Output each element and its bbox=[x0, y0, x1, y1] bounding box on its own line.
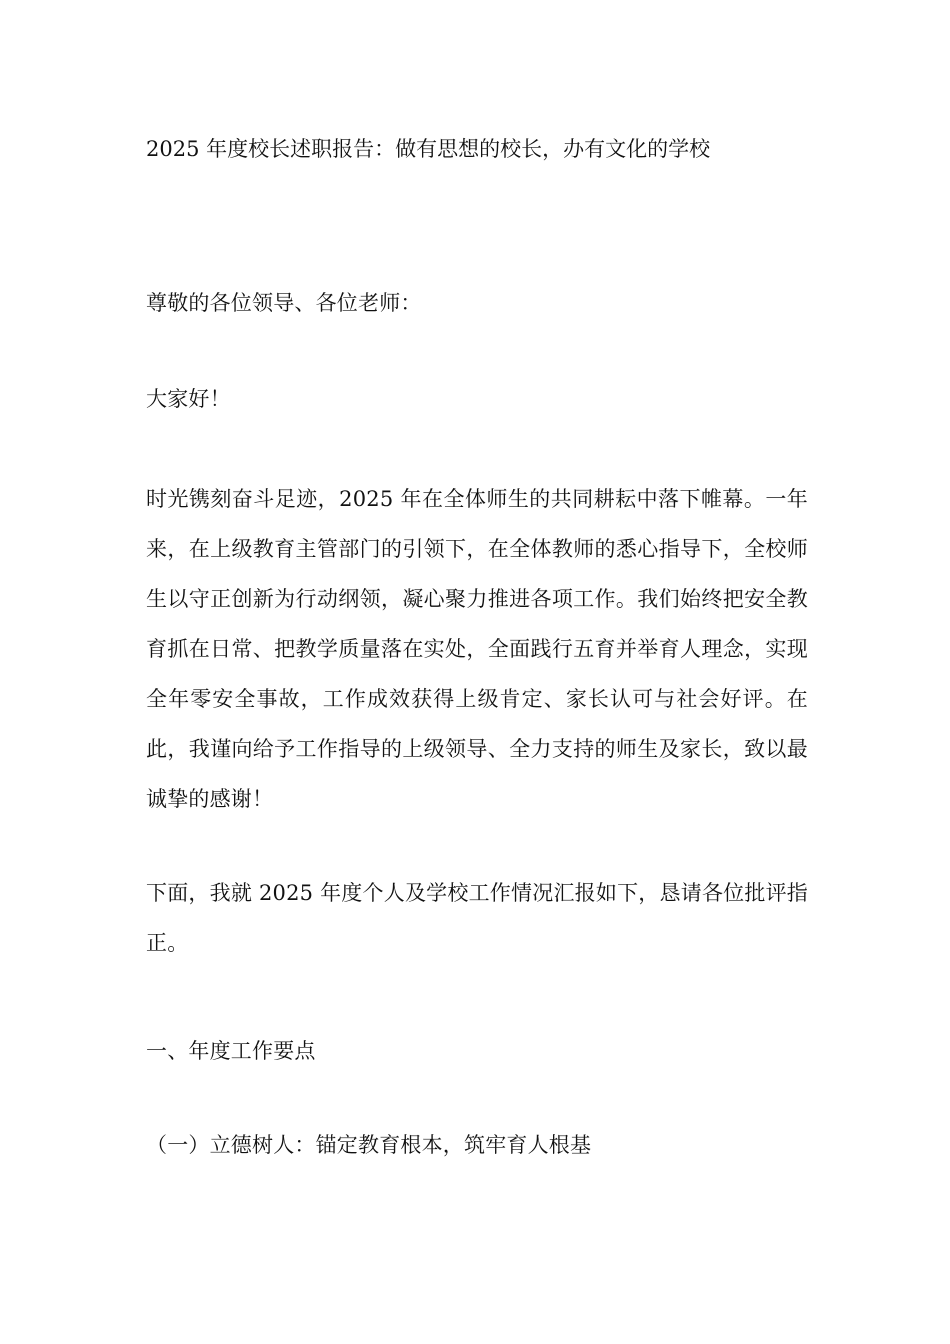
body-paragraph: 下面，我就 2025 年度个人及学校工作情况汇报如下，恳请各位批评指正。 bbox=[146, 881, 808, 955]
hello-line: 大家好！ bbox=[146, 387, 231, 411]
subsection-heading: （一）立德树人：锚定教育根本，筑牢育人根基 bbox=[146, 1133, 592, 1157]
body-paragraph: 时光镌刻奋斗足迹，2025 年在全体师生的共同耕耘中落下帷幕。一年来，在上级教育主管部门的引领下，在全体教师的悉心指导下，全校师生以守正创新为行动纲领，凝心聚力推进各项工作。我们始终把安全教育抓在日常、把教学质量落在实处，全面践行五育并举育人理念，实现全年零安全事故，工作成效获得上级肯定、家长认可与社会好评。在此，我谨向给予工作指导的上级领导、全力支持的师生及家长，致以最诚挚的感谢！ bbox=[146, 487, 808, 811]
greeting-line: 尊敬的各位领导、各位老师： bbox=[146, 291, 422, 315]
document-title: 2025 年度校长述职报告：做有思想的校长，办有文化的学校 bbox=[146, 137, 711, 161]
section-heading: 一、年度工作要点 bbox=[146, 1039, 316, 1063]
